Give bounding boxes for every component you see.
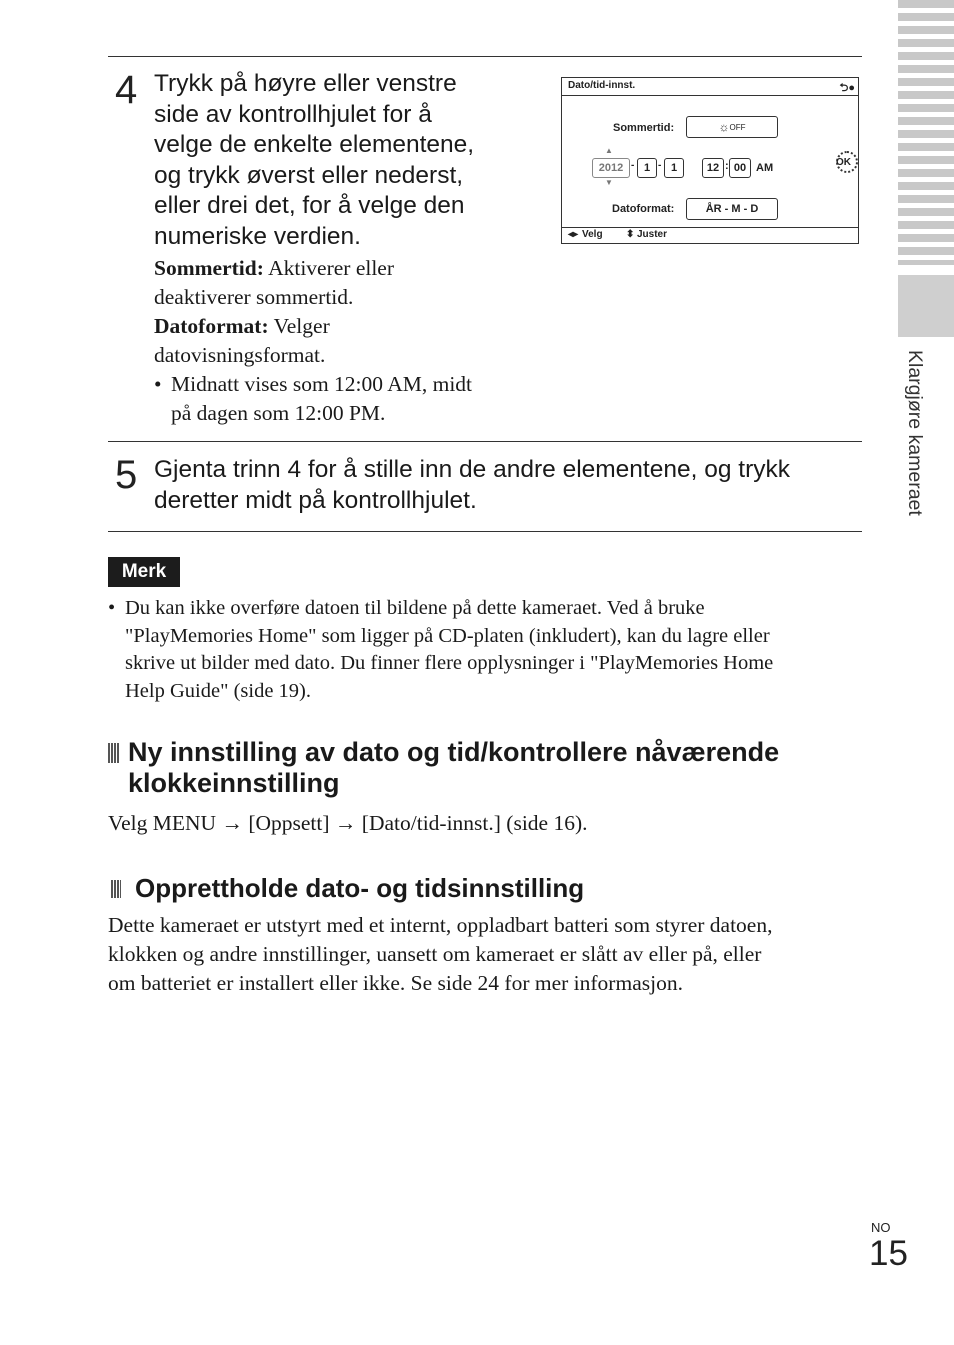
- time-separator: :: [725, 160, 729, 172]
- dst-desc-cont: deaktiverer sommertid.: [154, 285, 354, 309]
- step-4-details: [154, 254, 554, 428]
- step-5-number: 5: [115, 453, 138, 497]
- format-desc-cont: datovisningsformat.: [154, 343, 326, 367]
- step-4-line: og trykk øverst eller nederst,: [154, 161, 464, 189]
- camera-date-time-screen: [561, 77, 859, 244]
- thumb-index-stripes: [898, 0, 954, 265]
- section-2-line: klokken og andre innstillinger, uansett om kameraet er slått av eller på, eller: [108, 942, 762, 966]
- screen-title-bar: [562, 78, 858, 96]
- step-5-instruction: [154, 455, 864, 516]
- section-2-line: Dette kameraet er utstyrt med et internt, oppladbart batteri som styrer datoen,: [108, 913, 773, 937]
- step-4-line: side av kontrollhjulet for å: [154, 100, 432, 128]
- screen-ampm: AM: [756, 162, 774, 174]
- screen-title: Dato/tid-innst.: [568, 80, 636, 91]
- note-line: skrive ut bilder med dato. Du finner flere opplysninger i "PlayMemories Home: [125, 652, 774, 674]
- section-heading-reset-clock: Ny innstilling av dato og tid/kontrollere nåværende klokkeinnstilling: [108, 737, 868, 799]
- note-text: [108, 595, 858, 705]
- up-arrow-icon: ▲: [605, 146, 613, 155]
- section-2-body: [108, 911, 868, 998]
- chapter-side-label-text: Klargjøre kameraet: [904, 350, 926, 516]
- format-desc: Velger: [268, 314, 330, 338]
- heading-marker-icon: [108, 743, 119, 763]
- screen-hour-field: 12: [702, 158, 724, 178]
- dst-desc: Aktiverer eller: [263, 256, 395, 280]
- note-line: "PlayMemories Home" som ligger på CD-platen (inkludert), kan du lagre eller: [125, 624, 770, 647]
- rule-step-5: [108, 441, 862, 442]
- section-1-body: Velg MENU → [Oppsett] → [Dato/tid-innst.] (side 16).: [108, 811, 588, 835]
- screen-month-field: 1: [637, 158, 657, 178]
- screen-sommertid-value: OFF: [729, 122, 746, 132]
- screen-ok-label: OK: [836, 157, 851, 168]
- midnight-bullet-cont: på dagen som 12:00 PM.: [171, 401, 386, 425]
- screen-footer-right: Juster: [637, 229, 668, 240]
- down-arrow-icon: ▼: [605, 178, 613, 187]
- heading-marker-icon: [111, 880, 121, 898]
- rule-bottom: [108, 531, 862, 532]
- screen-sommertid-field: [686, 116, 778, 138]
- note-line: Du kan ikke overføre datoen til bildene på dette kameraet. Ved å bruke: [125, 597, 705, 619]
- dst-term: Sommertid:: [154, 256, 264, 280]
- step-4-line: Trykk på høyre eller venstre: [154, 70, 457, 97]
- back-icon: ⮌●: [839, 82, 855, 94]
- screen-day-field: 1: [664, 158, 684, 178]
- note-label: Merk: [108, 557, 180, 587]
- screen-minute-field: 00: [729, 158, 751, 178]
- step-4-number: 4: [115, 68, 138, 112]
- step-4-line: velge de enkelte elementene,: [154, 131, 475, 158]
- thumb-index-active-tab: [898, 275, 954, 337]
- chapter-side-label: [898, 350, 928, 560]
- step-4-line: numeriske verdien.: [154, 222, 361, 250]
- step-5-line: Gjenta trinn 4 for å stille inn de andre elementene, og trykk: [154, 456, 790, 483]
- screen-year-field: 2012: [592, 158, 630, 178]
- screen-footer-left: Velg: [582, 229, 603, 240]
- screen-footer-bar: [562, 227, 858, 243]
- left-right-arrows-icon: ◂▸: [568, 229, 579, 240]
- up-down-arrows-icon: ⬍: [626, 229, 635, 240]
- note-line: Help Guide" (side 19).: [125, 679, 311, 702]
- bullet-dot: •: [108, 597, 116, 619]
- format-term: Datoformat:: [154, 314, 269, 338]
- screen-datoformat-field: ÅR - M - D: [686, 198, 778, 220]
- screen-datoformat-label: Datoformat:: [612, 203, 675, 215]
- step-4-line: eller drei det, for å velge den: [154, 192, 465, 219]
- date-separator: -: [631, 160, 635, 171]
- page-number: 15: [869, 1234, 908, 1273]
- section-heading-keep-clock: Opprettholde dato- og tidsinnstilling: [108, 872, 868, 904]
- language-code: NO: [871, 1220, 891, 1235]
- rule-top: [108, 56, 862, 57]
- date-separator: -: [658, 160, 662, 171]
- step-4-instruction: [154, 69, 554, 252]
- midnight-bullet: • Midnatt vises som 12:00 AM, midt: [154, 372, 473, 396]
- section-2-line: om batteriet er installert eller ikke. Se side 24 for mer informasjon.: [108, 971, 683, 995]
- ok-button-icon: [836, 151, 858, 173]
- step-5-line: deretter midt på kontrollhjulet.: [154, 486, 477, 514]
- screen-sommertid-label: Sommertid:: [613, 122, 675, 134]
- sun-icon: ☼: [718, 120, 730, 134]
